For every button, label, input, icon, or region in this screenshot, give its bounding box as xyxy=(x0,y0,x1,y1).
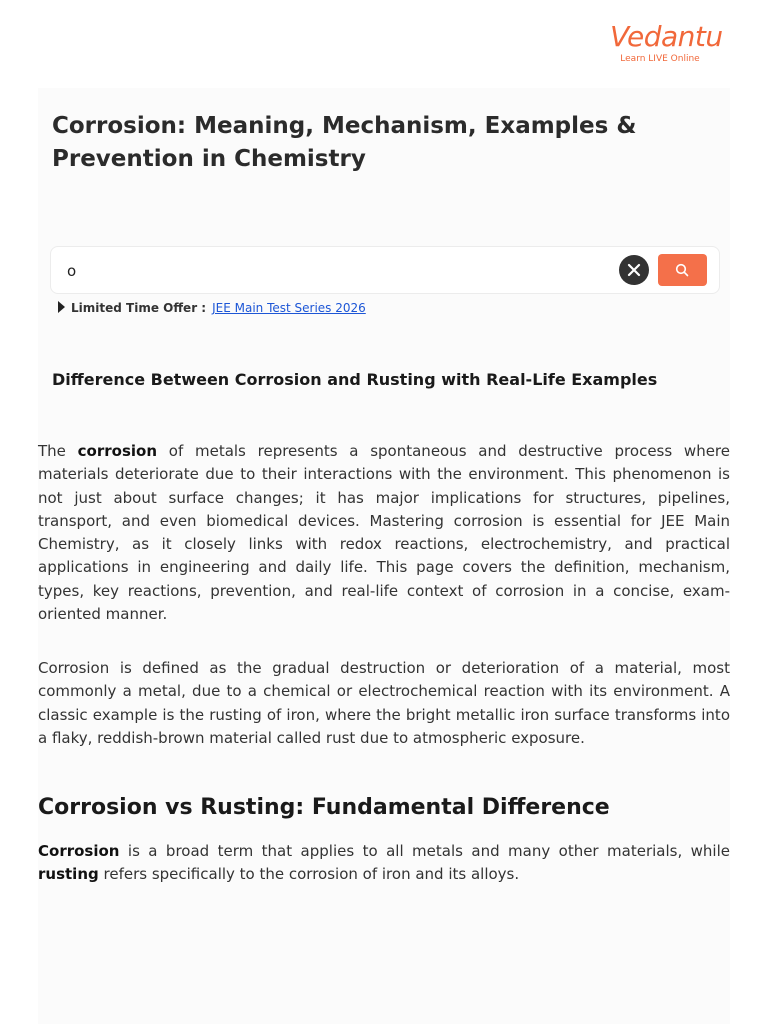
search-button[interactable] xyxy=(658,254,707,286)
intro-text-start: The xyxy=(38,442,78,460)
search-input[interactable] xyxy=(65,256,609,286)
sub-heading: Difference Between Corrosion and Rusting with Real-Life Examples xyxy=(52,370,658,389)
intro-text-rest: of metals represents a spontaneous and destructive process where materials deteriorate due to their interactions with the environment. This phenomenon is not just about surface changes; it has major implications for structures, pipelines, transport, and even biomedical devices. Mastering corrosion is essential for JEE Main Chemistry, as it closely links with redox reactions, electrochemistry, and practical applications in engineering and daily life. This page covers the definition, mechanism, types, key reactions, prevention, and real-life context of corrosion in a concise, exam-oriented manner. xyxy=(38,442,731,624)
difference-text-end: refers specifically to the corrosion of iron and its alloys. xyxy=(98,865,520,884)
difference-paragraph xyxy=(38,840,730,887)
intro-paragraph xyxy=(38,440,730,626)
clear-search-button[interactable] xyxy=(619,255,649,285)
rusting-term: rusting xyxy=(38,865,99,884)
close-icon xyxy=(627,263,641,277)
limited-offer-banner xyxy=(58,300,366,316)
search-icon xyxy=(675,263,689,277)
offer-link[interactable]: JEE Main Test Series 2026 xyxy=(212,301,366,315)
vedantu-logo[interactable] xyxy=(610,20,723,72)
page-title: Corrosion: Meaning, Mechanism, Examples & Prevention in Chemistry xyxy=(52,113,637,172)
offer-label: Limited Time Offer : xyxy=(71,301,207,315)
caret-right-icon xyxy=(58,301,65,313)
difference-text-mid: is a broad term that applies to all metals and many other materials, while xyxy=(119,842,730,860)
logo-wordmark: Vedantu xyxy=(610,20,723,53)
logo-tagline: Learn LIVE Online xyxy=(620,54,700,64)
intro-bold-term: corrosion xyxy=(77,442,158,460)
search-bar xyxy=(50,246,720,294)
corrosion-term: Corrosion xyxy=(38,842,120,860)
section-heading: Corrosion vs Rusting: Fundamental Difference xyxy=(38,795,610,820)
definition-paragraph: Corrosion is defined as the gradual destruction or deterioration of a material, most commonly a metal, due to a chemical or electrochemical reaction with its environment. A classic example is the rusting of iron, where the bright metallic iron surface transforms into a flaky, reddish-brown material called rust due to atmospheric exposure. xyxy=(38,659,730,747)
